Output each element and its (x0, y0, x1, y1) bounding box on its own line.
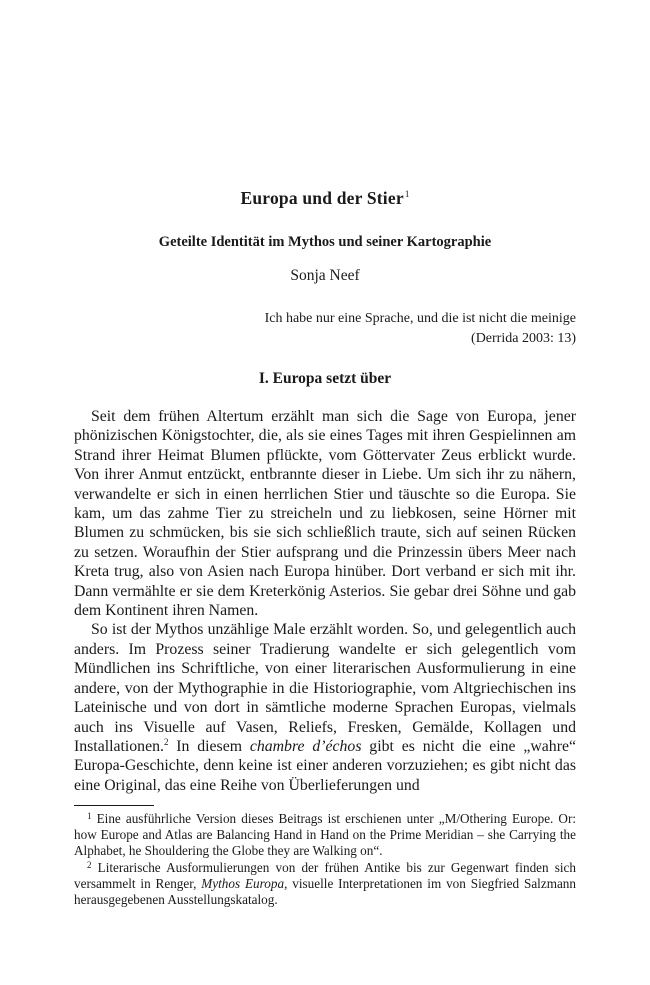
epigraph-quote: Ich habe nur eine Sprache, und die ist nicht die meinige (264, 311, 576, 326)
footnote-1-number: 1 (87, 811, 92, 821)
article-subtitle: Geteilte Identität im Mythos und seiner Kartographie (158, 234, 492, 250)
paragraph-1: Seit dem frühen Altertum erzählt man sich die Sage von Europa, jener phönizischen Königstochter, die, als sie eines Tages mit ihren Gespielinnen am Strand ihrer Heimat Blumen pflückte, vom Göttervater Zeus erblickt wurde. Von ihrer Anmut entzückt, entbrannte dieser in Liebe. Um sich ihr zu nähern, verwandelte er sich in einen herrlichen Stier und täuschte so die Europa. Sie kam, um das zahme Tier zu streicheln und zu liebkosen, seine Hörner mit Blumen zu schmücken, bis sie sich schließlich traute, sich auf seinen Rücken zu setzen. Woraufhin der Stier aufsprang und die Prinzessin übers Meer nach Kreta trug, also von Asien nach Europa hinüber. Dort verband er sich mit ihr. Dann vermählte er sie dem Kreterkönig Asterios. Sie gebar drei Söhne und gab dem Kontinent ihren Namen. (74, 408, 576, 620)
paragraph-2-text-c: gibt es nicht die eine „wahre“ Europa-Geschichte, denn keine ist einer anderen vorzuziehen; es gibt nicht das eine Original, das eine Reihe von Überlieferungen und (74, 737, 576, 794)
paragraph-2-text-b: In diesem (168, 737, 250, 755)
paragraph-2 (74, 620, 576, 795)
title-footnote-ref: 1 (404, 189, 410, 199)
section-heading: I. Europa setzt über (258, 370, 392, 387)
article-title (0, 188, 650, 209)
footnote-1 (74, 811, 576, 860)
footnote-1-text: Eine ausführliche Version dieses Beitrags ist erschienen unter „M/Othering Europe. Or: how Europe and Atlas are Balancing Hand in Hand on the Prime Meridian – she Carrying the Alphabet, he Shouldering the Globe they are Walking on“. (74, 811, 577, 859)
footnote-2 (74, 860, 576, 909)
epigraph-citation: (Derrida 2003: 13) (471, 331, 576, 346)
footnote-2-text-a: Literarische Ausformulierungen von der frühen Antike bis zur Gegenwart finden sich versammelt in Renger, (74, 859, 577, 891)
author-name: Sonja Neef (290, 267, 360, 284)
footnote-2-number: 2 (87, 859, 92, 870)
footnote-separator (74, 805, 154, 806)
footnote-2-text-b: , visuelle Interpretationen im von Siegfried Salzmann herausgegebenen Ausstellungskatalog. (74, 875, 576, 908)
footnote-ref-2: 2 (163, 736, 169, 747)
epigraph (265, 309, 576, 349)
footnote-2-italic: Mythos Europa (201, 875, 285, 891)
footnotes (74, 811, 576, 908)
paragraph-2-italic: chambre d’échos (249, 737, 362, 755)
article-title-text: Europa und der Stier (240, 188, 404, 208)
paragraph-2-text-a: So ist der Mythos unzählige Male erzählt worden. So, und gelegentlich auch anders. Im Prozess seiner Tradierung wandelte er sich gelegentlich vom Mündlichen ins Schriftliche, von einer literarischen Ausformulierung in eine andere, von der Mythographie in die Historiographie, vom Altgriechischen ins Lateinische und von dort in sämtliche moderne Sprachen Europas, vielmals auch ins Visuelle auf Vasen, Reliefs, Fresken, Gemälde, Kollagen und Installationen. (74, 621, 576, 755)
body-text (74, 407, 576, 795)
